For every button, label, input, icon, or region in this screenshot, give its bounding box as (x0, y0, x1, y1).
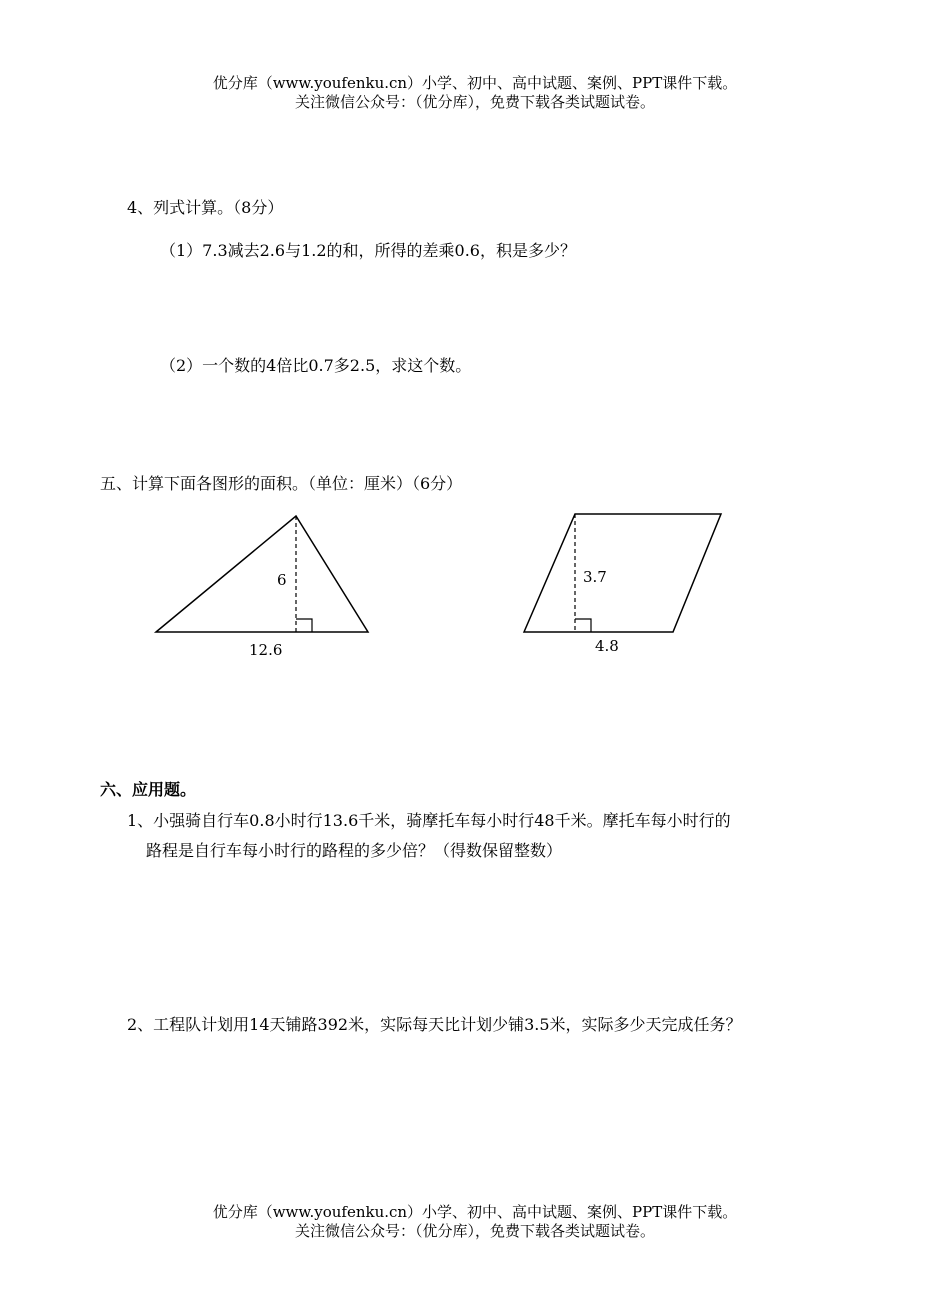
triangle-right-angle-mark (296, 619, 312, 632)
section6-question-1-line-1: 1、小强骑自行车0.8小时行13.6千米，骑摩托车每小时行48千米。摩托车每小时行的 (127, 811, 731, 830)
section6-question-1-line-2: 路程是自行车每小时行的路程的多少倍？（得数保留整数） (146, 841, 563, 860)
triangle-shape (156, 516, 368, 632)
triangle-height-label: 6 (277, 571, 287, 589)
section6-title: 六、应用题。 (100, 780, 197, 799)
parallelogram-right-angle-mark (575, 619, 591, 632)
section4-title: 4、列式计算。（8分） (127, 198, 284, 217)
parallelogram-shape (524, 514, 721, 632)
triangle-figure (156, 516, 368, 659)
triangle-base-label: 12.6 (249, 641, 283, 659)
footer-line-1: 优分库（www.youfenku.cn）小学、初中、高中试题、案例、PPT课件下载。 (212, 1203, 738, 1221)
parallelogram-figure (524, 514, 721, 655)
parallelogram-height-label: 3.7 (583, 568, 607, 586)
section4-question-2: （2）一个数的4倍比0.7多2.5，求这个数。 (160, 356, 472, 375)
footer-line-2: 关注微信公众号：（优分库），免费下载各类试题试卷。 (294, 1222, 655, 1240)
section5-title: 五、计算下面各图形的面积。（单位：厘米）（6分） (100, 474, 463, 493)
header-line-1: 优分库（www.youfenku.cn）小学、初中、高中试题、案例、PPT课件下载。 (212, 74, 738, 92)
section4-question-1: （1）7.3减去2.6与1.2的和，所得的差乘0.6，积是多少？ (160, 241, 576, 260)
parallelogram-base-label: 4.8 (595, 637, 619, 655)
header-line-2: 关注微信公众号：（优分库），免费下载各类试题试卷。 (294, 93, 655, 111)
section6-question-2: 2、工程队计划用14天铺路392米，实际每天比计划少铺3.5米，实际多少天完成任务？ (127, 1015, 742, 1034)
